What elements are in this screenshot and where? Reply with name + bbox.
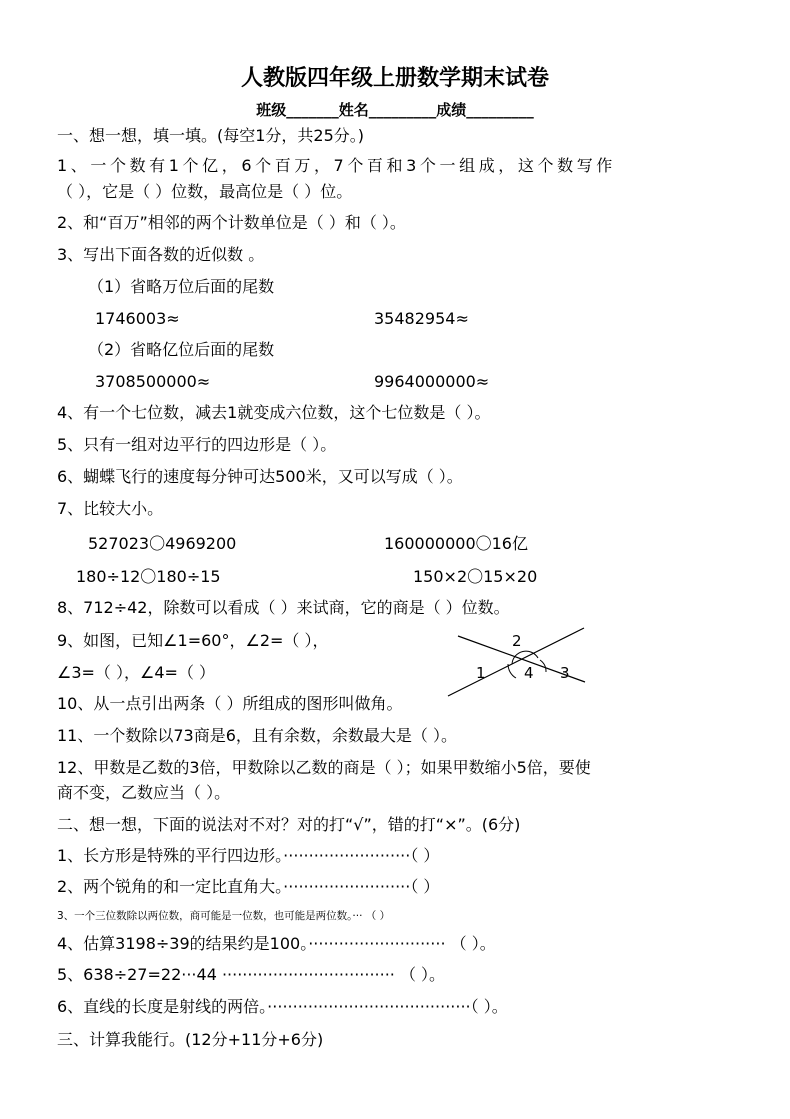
compare-d: 150×2〇15×20 [413,567,538,586]
question-12-line1: 12、甲数是乙数的3倍，甲数除以乙数的商是（ ）；如果甲数缩小5倍，要使 [57,758,591,777]
question-4: 4、有一个七位数，减去1就变成六位数，这个七位数是（ ）。 [57,403,491,422]
question-10: 10、从一点引出两条（ ）所组成的图形叫做角。 [57,694,403,713]
question-9-line2: ∠3=（ ），∠4=（ ） [57,663,216,682]
question-1-line1: 1、一个数有1个亿，6个百万，7个百和3个一组成，这个数写作 [57,156,616,175]
judge-3: 3、一个三位数除以两位数，商可能是一位数，也可能是两位数。··· （ ） [57,910,391,922]
compare-b: 160000000〇16亿 [384,534,528,553]
question-11: 11、一个数除以73商是6，且有余数，余数最大是（ ）。 [57,726,457,745]
question-9-line1: 9、如图，已知∠1=60°，∠2=（ ）， [57,631,329,650]
question-1-line2: （ ），它是（ ）位数，最高位是（ ）位。 [57,182,353,201]
judge-5: 5、638÷27=22···44 ·································· （ ）。 [57,965,446,984]
judge-2: 2、两个锐角的和一定比直角大。·························（ ） [57,877,440,896]
section3-heading: 三、计算我能行。(12分+11分+6分) [57,1030,324,1049]
judge-1: 1、长方形是特殊的平行四边形。·························（ ） [57,846,440,865]
judge-6: 6、直线的长度是射线的两倍。········································（ ）。 [57,997,508,1016]
angle-label-1: 1 [476,664,486,682]
judge-4: 4、估算3198÷39的结果约是100。··························· （ ）。 [57,934,496,953]
angle-label-3: 3 [560,664,570,682]
exam-title: 人教版四年级上册数学期末试卷 [240,65,549,91]
angle-arc-left [508,664,516,678]
intersecting-lines-figure [440,620,610,700]
compare-c: 180÷12〇180÷15 [76,567,221,586]
compare-a: 527023〇4969200 [88,534,237,553]
question-8: 8、712÷42，除数可以看成（ ）来试商，它的商是（ ）位数。 [57,598,510,617]
question-5: 5、只有一组对边平行的四边形是（ ）。 [57,435,337,454]
question-2: 2、和“百万”相邻的两个计数单位是（ ）和（ ）。 [57,213,406,232]
question-6: 6、蝴蝶飞行的速度每分钟可达500米，又可以写成（ ）。 [57,467,463,486]
section2-heading: 二、想一想，下面的说法对不对？对的打“√”，错的打“×”。(6分) [57,815,521,834]
question-3-item-c: 3708500000≈ [95,372,211,391]
section1-heading: 一、想一想，填一填。(每空1分，共25分。) [57,126,365,145]
question-3-sub2: （2）省略亿位后面的尾数 [88,340,275,359]
question-7: 7、比较大小。 [57,499,164,518]
question-12-line2: 商不变，乙数应当（ ）。 [57,783,231,802]
question-3: 3、写出下面各数的近似数 。 [57,245,265,264]
question-3-item-a: 1746003≈ [95,309,180,328]
angle-label-4: 4 [524,664,534,682]
question-3-item-b: 35482954≈ [374,309,469,328]
question-3-sub1: （1）省略万位后面的尾数 [88,277,275,296]
student-info-line: 班级_______姓名_________成绩_________ [256,101,534,119]
angle-label-2: 2 [512,632,522,650]
question-3-item-d: 9964000000≈ [374,372,490,391]
